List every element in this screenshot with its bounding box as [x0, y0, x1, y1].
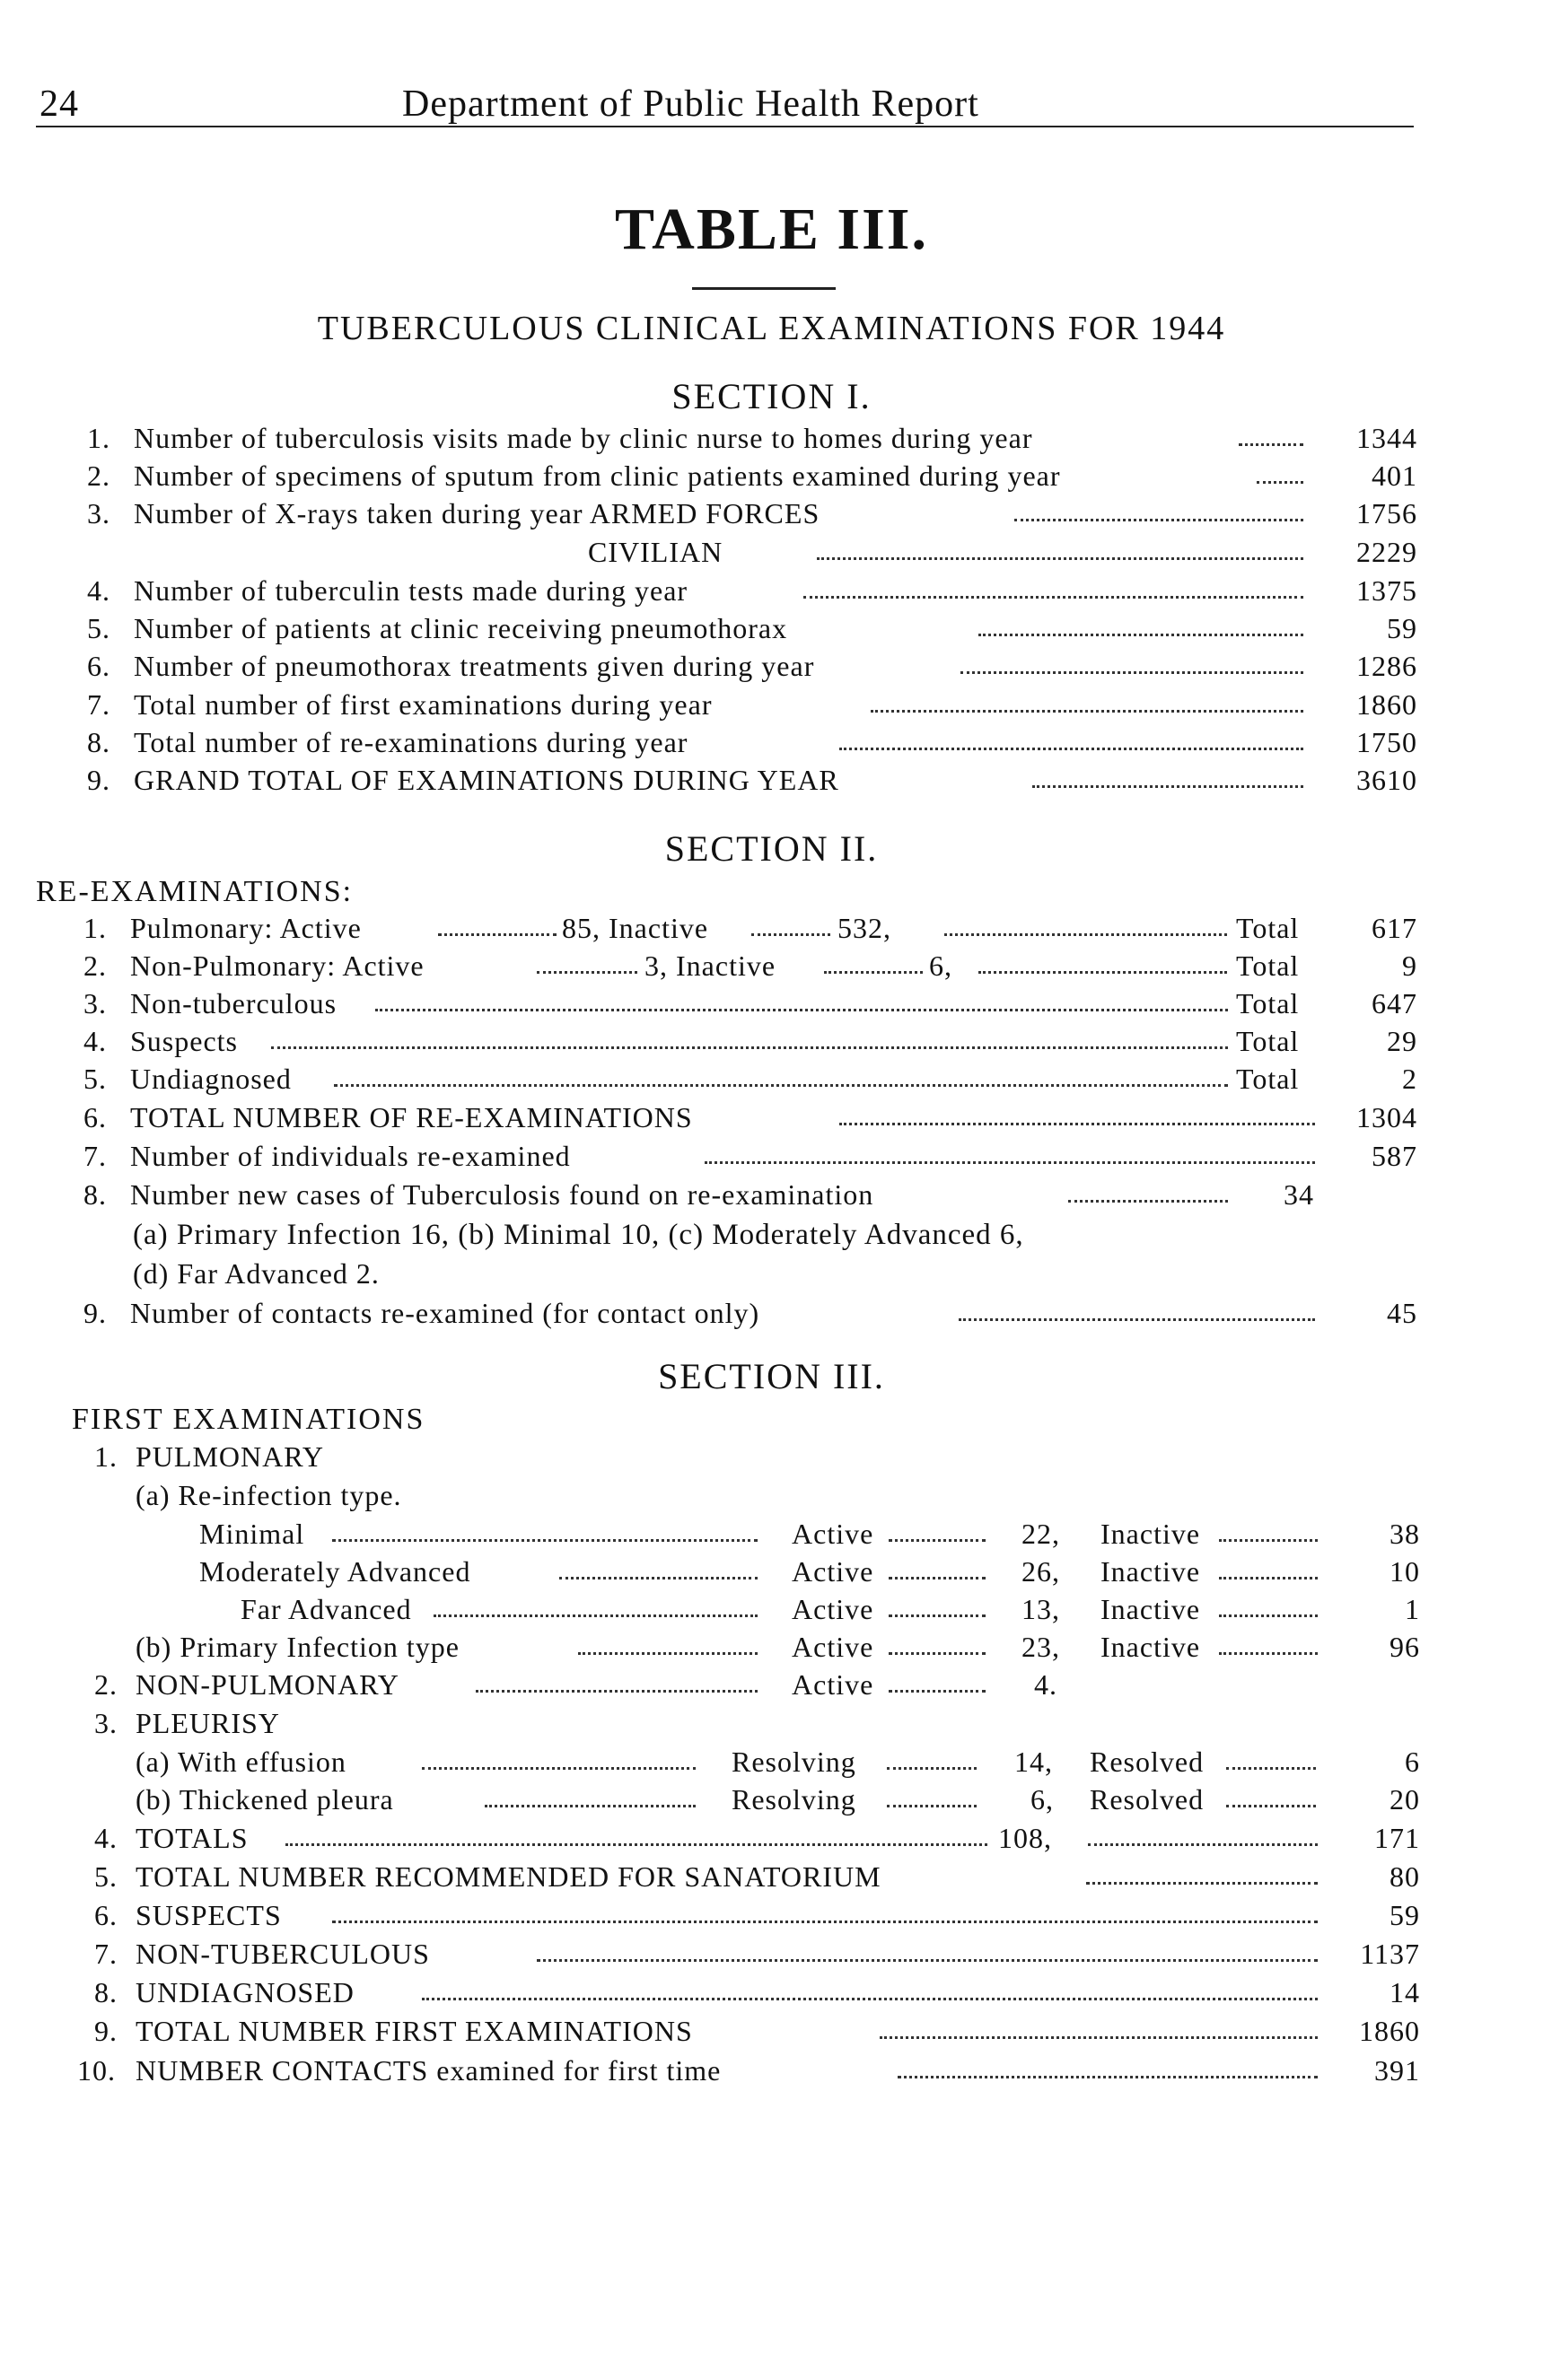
- active-label: Active: [792, 1668, 874, 1701]
- leader-dots: [334, 1084, 1228, 1087]
- leader-dots: [1068, 1200, 1228, 1203]
- item-number: 2.: [87, 459, 110, 492]
- item-value: 1860: [1356, 688, 1417, 721]
- item-value: 10: [1390, 1555, 1420, 1588]
- section-1-heading: SECTION I.: [671, 376, 872, 416]
- list-item: [0, 912, 1543, 949]
- item-label: Number of individuals re-examined: [130, 1140, 571, 1172]
- leader-dots: [1219, 1577, 1318, 1579]
- active-label: Active: [792, 1518, 874, 1550]
- list-item: [0, 764, 1543, 801]
- leader-dots: [705, 1161, 1315, 1164]
- leader-dots: [434, 1614, 758, 1617]
- item-label: Undiagnosed: [130, 1063, 292, 1095]
- leader-dots: [1014, 519, 1303, 521]
- leader-dots: [1219, 1652, 1318, 1655]
- item-value: 59: [1387, 612, 1417, 644]
- item-label: SUSPECTS: [136, 1899, 282, 1931]
- table-subtitle: TUBERCULOUS CLINICAL EXAMINATIONS FOR 1944: [317, 310, 1226, 347]
- item-value: 1: [1405, 1593, 1420, 1625]
- item-value: 1286: [1356, 650, 1417, 682]
- list-item: [0, 1593, 1543, 1631]
- leader-dots: [438, 933, 557, 936]
- item-label: NON-PULMONARY: [136, 1668, 399, 1701]
- leader-dots: [960, 671, 1303, 674]
- list-item: [0, 1297, 1543, 1334]
- item-number: 7.: [87, 688, 110, 721]
- item-value: 6: [1405, 1746, 1420, 1778]
- item-label: Number of tuberculosis visits made by clinic nurse to homes during year: [134, 422, 1033, 454]
- leader-dots: [751, 933, 830, 936]
- list-item: [0, 1140, 1543, 1177]
- inactive-label: Inactive: [1100, 1593, 1201, 1625]
- item-inactive-value: 532,: [837, 912, 891, 944]
- item-label: TOTALS: [136, 1822, 249, 1854]
- item-label: (a) With effusion: [136, 1746, 346, 1778]
- item-value: 59: [1390, 1899, 1420, 1931]
- item-total-label: Total: [1236, 987, 1300, 1019]
- leader-dots: [1086, 1882, 1318, 1885]
- list-item: [0, 688, 1543, 726]
- active-value: 4.: [1034, 1668, 1057, 1701]
- item-total-label: Total: [1236, 1025, 1300, 1057]
- item-number: 5.: [83, 1063, 107, 1095]
- item-total-label: Total: [1236, 1063, 1300, 1095]
- item-number: 6.: [83, 1101, 107, 1133]
- leader-dots: [1226, 1767, 1316, 1770]
- section-3-heading: SECTION III.: [658, 1356, 885, 1396]
- leader-dots: [476, 1690, 758, 1693]
- list-item: [0, 497, 1543, 535]
- item-inactive: 85, Inactive: [562, 912, 709, 944]
- item-number: 5.: [87, 612, 110, 644]
- title-rule: [692, 287, 836, 290]
- item-value: 1750: [1356, 726, 1417, 758]
- item-number: 2.: [83, 949, 107, 982]
- item-label: Pulmonary: Active: [130, 912, 362, 944]
- section-2-heading: SECTION II.: [664, 828, 879, 869]
- active-value: 13,: [1021, 1593, 1060, 1625]
- active-value: 14,: [1014, 1746, 1053, 1778]
- running-title: Department of Public Health Report: [402, 83, 979, 125]
- list-item: [0, 1479, 1543, 1517]
- leader-dots: [817, 557, 1303, 560]
- item-number: 5.: [94, 1860, 118, 1893]
- item-label: NON-TUBERCULOUS: [136, 1938, 430, 1970]
- item-value: 391: [1374, 2054, 1420, 2087]
- inactive-label: Resolved: [1090, 1746, 1205, 1778]
- list-item: [0, 1860, 1543, 1898]
- item-value: 14: [1390, 1976, 1420, 2008]
- list-item: [0, 1518, 1543, 1555]
- list-item: [0, 1746, 1543, 1783]
- leader-dots: [1226, 1805, 1316, 1807]
- leader-dots: [332, 1921, 1318, 1923]
- inactive-label: Inactive: [1100, 1518, 1201, 1550]
- leader-dots: [375, 1009, 1228, 1011]
- list-item: [0, 1440, 1543, 1478]
- item-label: GRAND TOTAL OF EXAMINATIONS DURING YEAR: [134, 764, 839, 796]
- item-value: 38: [1390, 1518, 1420, 1550]
- item-label: TOTAL NUMBER OF RE-EXAMINATIONS: [130, 1101, 693, 1133]
- item-label: UNDIAGNOSED: [136, 1976, 355, 2008]
- item-total-label: Total: [1236, 912, 1300, 944]
- leader-dots: [839, 1123, 1315, 1125]
- item-number: 9.: [83, 1297, 107, 1329]
- re-examinations-label: RE-EXAMINATIONS:: [36, 875, 354, 908]
- item-value: 80: [1390, 1860, 1420, 1893]
- list-item: [0, 459, 1543, 497]
- list-item: [0, 1707, 1543, 1745]
- list-item: [0, 612, 1543, 650]
- item-value: 1756: [1356, 497, 1417, 529]
- leader-dots: [578, 1652, 758, 1655]
- item-label: Minimal: [199, 1518, 305, 1550]
- item-number: 8.: [83, 1178, 107, 1211]
- leader-dots: [889, 1539, 986, 1542]
- leader-dots: [537, 971, 637, 974]
- leader-dots: [422, 1998, 1318, 2000]
- list-item: [0, 1668, 1543, 1706]
- item-label: TOTAL NUMBER RECOMMENDED FOR SANATORIUM: [136, 1860, 881, 1893]
- item-number: 2.: [94, 1668, 118, 1701]
- item-number: 6.: [94, 1899, 118, 1931]
- list-item: [0, 536, 1543, 573]
- list-item: [0, 1631, 1543, 1668]
- item-label: Far Advanced: [241, 1593, 412, 1625]
- leader-dots: [889, 1652, 986, 1655]
- leader-dots: [887, 1767, 977, 1770]
- first-examinations-label: FIRST EXAMINATIONS: [72, 1403, 425, 1436]
- list-item: [0, 2015, 1543, 2052]
- item-label: Number of contacts re-examined (for contact only): [130, 1297, 760, 1329]
- page-number: 24: [39, 83, 79, 125]
- item-label: Non-Pulmonary: Active: [130, 949, 425, 982]
- leader-dots: [1219, 1539, 1318, 1542]
- item-label: PULMONARY: [136, 1440, 324, 1473]
- header-rule: [36, 126, 1414, 127]
- inactive-label: Inactive: [1100, 1555, 1201, 1588]
- leader-dots: [944, 933, 1227, 936]
- item-number: 6.: [87, 650, 110, 682]
- item-number: 1.: [83, 912, 107, 944]
- leader-dots: [285, 1843, 987, 1846]
- leader-dots: [889, 1614, 986, 1617]
- active-label: Active: [792, 1555, 874, 1588]
- list-item: [0, 1063, 1543, 1100]
- item-inactive: 3, Inactive: [644, 949, 776, 982]
- new-cases-breakdown: (a) Primary Infection 16, (b) Minimal 10, (c) Moderately Advanced 6,: [133, 1219, 1024, 1251]
- list-item: [0, 987, 1543, 1025]
- leader-dots: [824, 971, 923, 974]
- list-item: [0, 1555, 1543, 1593]
- item-number: 1.: [94, 1440, 118, 1473]
- item-label: Number of specimens of sputum from clinic patients examined during year: [134, 459, 1061, 492]
- item-value: 3610: [1356, 764, 1417, 796]
- inactive-label: Resolved: [1090, 1783, 1205, 1816]
- item-label: (b) Thickened pleura: [136, 1783, 394, 1816]
- leader-dots: [898, 2076, 1318, 2078]
- leader-dots: [839, 748, 1303, 750]
- item-value: 2229: [1356, 536, 1417, 568]
- item-label: Total number of first examinations during year: [134, 688, 713, 721]
- item-label: Number of tuberculin tests made during year: [134, 574, 688, 607]
- item-value: 1137: [1360, 1938, 1420, 1970]
- leader-dots: [1032, 785, 1303, 788]
- item-number: 3.: [83, 987, 107, 1019]
- item-label: PLEURISY: [136, 1707, 280, 1739]
- leader-dots: [978, 971, 1227, 974]
- leader-dots: [271, 1046, 1228, 1049]
- list-item: [0, 1783, 1543, 1821]
- item-number: 4.: [87, 574, 110, 607]
- leader-dots: [1257, 481, 1303, 484]
- item-number: 9.: [87, 764, 110, 796]
- active-label: Active: [792, 1593, 874, 1625]
- item-number: 4.: [83, 1025, 107, 1057]
- item-number: 1.: [87, 422, 110, 454]
- leader-dots: [978, 634, 1303, 636]
- item-value: 617: [1372, 912, 1417, 944]
- leader-dots: [887, 1805, 977, 1807]
- item-value: 587: [1372, 1140, 1417, 1172]
- leader-dots: [959, 1318, 1315, 1321]
- item-number: 4.: [94, 1822, 118, 1854]
- list-item: [0, 1101, 1543, 1139]
- leader-dots: [332, 1539, 758, 1542]
- leader-dots: [537, 1959, 1318, 1962]
- item-number: 7.: [94, 1938, 118, 1970]
- leader-dots: [559, 1577, 758, 1579]
- leader-dots: [880, 2036, 1318, 2039]
- leader-dots: [1239, 443, 1303, 446]
- list-item: [0, 422, 1543, 459]
- item-value: 96: [1390, 1631, 1420, 1663]
- inactive-label: Inactive: [1100, 1631, 1201, 1663]
- item-label: Number of pneumothorax treatments given during year: [134, 650, 815, 682]
- item-label: Moderately Advanced: [199, 1555, 471, 1588]
- leader-dots: [803, 596, 1303, 599]
- item-label: Number of patients at clinic receiving pneumothorax: [134, 612, 788, 644]
- list-item: [0, 650, 1543, 687]
- active-label: Resolving: [732, 1746, 856, 1778]
- list-item: [0, 949, 1543, 987]
- new-cases-breakdown: (d) Far Advanced 2.: [133, 1257, 380, 1290]
- item-label: CIVILIAN: [588, 536, 723, 568]
- item-value: 2: [1402, 1063, 1417, 1095]
- leader-dots: [485, 1805, 696, 1807]
- leader-dots: [889, 1690, 986, 1693]
- list-item: [0, 1899, 1543, 1937]
- active-value: 6,: [1030, 1783, 1054, 1816]
- item-label: Total number of re-examinations during year: [134, 726, 688, 758]
- item-label: TOTAL NUMBER FIRST EXAMINATIONS: [136, 2015, 693, 2047]
- item-label: Non-tuberculous: [130, 987, 338, 1019]
- item-value: 34: [1284, 1178, 1314, 1211]
- item-value: 9: [1402, 949, 1417, 982]
- list-item: [0, 574, 1543, 612]
- list-item: [0, 2054, 1543, 2092]
- item-label: Number of X-rays taken during year ARMED FORCES: [134, 497, 820, 529]
- list-item: [0, 1257, 1543, 1295]
- list-item: [0, 1025, 1543, 1063]
- active-label: Resolving: [732, 1783, 856, 1816]
- active-value: 23,: [1021, 1631, 1060, 1663]
- list-item: [0, 1976, 1543, 2014]
- item-value: 171: [1374, 1822, 1420, 1854]
- active-value: 22,: [1021, 1518, 1060, 1550]
- item-value: 45: [1387, 1297, 1417, 1329]
- totals-value: 108,: [998, 1822, 1052, 1854]
- item-value: 1344: [1356, 422, 1417, 454]
- leader-dots: [871, 710, 1303, 713]
- leader-dots: [1219, 1614, 1318, 1617]
- item-label: Number new cases of Tuberculosis found on re-examination: [130, 1178, 874, 1211]
- item-number: 3.: [94, 1707, 118, 1739]
- active-label: Active: [792, 1631, 874, 1663]
- item-number: 9.: [94, 2015, 118, 2047]
- item-value: 1304: [1356, 1101, 1417, 1133]
- item-value: 20: [1390, 1783, 1420, 1816]
- active-value: 26,: [1021, 1555, 1060, 1588]
- item-number: 8.: [94, 1976, 118, 2008]
- list-item: [0, 726, 1543, 764]
- list-item: [0, 1219, 1543, 1256]
- item-total-label: Total: [1236, 949, 1300, 982]
- leader-dots: [1088, 1843, 1318, 1846]
- item-value: 1375: [1356, 574, 1417, 607]
- item-label: NUMBER CONTACTS examined for first time: [136, 2054, 722, 2087]
- item-value: 1860: [1359, 2015, 1420, 2047]
- item-value: 647: [1372, 987, 1417, 1019]
- leader-dots: [422, 1767, 696, 1770]
- item-value: 29: [1387, 1025, 1417, 1057]
- item-number: 3.: [87, 497, 110, 529]
- item-label: (a) Re-infection type.: [136, 1479, 402, 1511]
- item-number: 10.: [77, 2054, 116, 2087]
- table-title: TABLE III.: [615, 197, 928, 262]
- list-item: [0, 1822, 1543, 1859]
- item-number: 8.: [87, 726, 110, 758]
- item-label: (b) Primary Infection type: [136, 1631, 460, 1663]
- item-value: 401: [1372, 459, 1417, 492]
- list-item: [0, 1938, 1543, 1975]
- item-number: 7.: [83, 1140, 107, 1172]
- leader-dots: [889, 1577, 986, 1579]
- item-label: Suspects: [130, 1025, 238, 1057]
- list-item: [0, 1178, 1543, 1216]
- item-inactive-value: 6,: [929, 949, 952, 982]
